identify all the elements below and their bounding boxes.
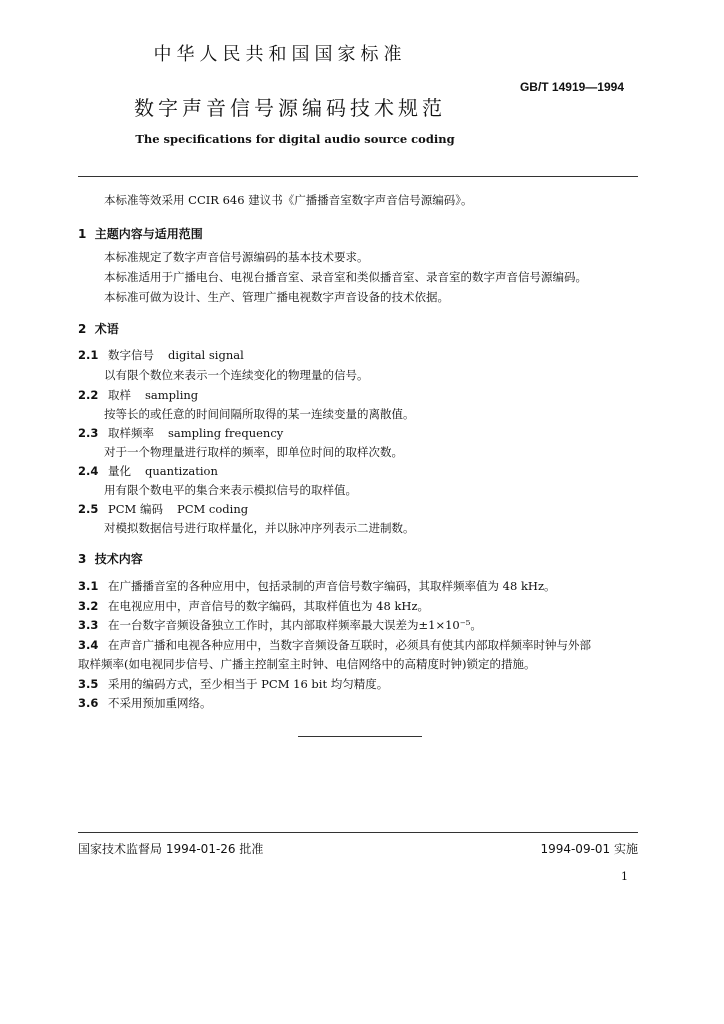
item-3-6 <box>78 694 212 713</box>
item-number: 3.3 <box>78 618 99 632</box>
term-en: digital signal <box>168 348 244 362</box>
term-en: sampling frequency <box>168 426 284 440</box>
item-text: 采用的编码方式，至少相当于 PCM 16 bit 均匀精度。 <box>108 677 389 691</box>
item-3-1 <box>78 577 556 596</box>
item-text: 在电视应用中，声音信号的数字编码，其取样值也为 48 kHz。 <box>108 599 429 613</box>
term-2-1 <box>78 346 244 365</box>
term-cn: 取样 <box>108 388 131 402</box>
item-number: 3.1 <box>78 579 99 593</box>
term-2-2-definition: 按等长的或任意的时间间隔所取得的某一连续变量的离散值。 <box>104 407 415 421</box>
header-rule <box>78 176 638 177</box>
term-number: 2.3 <box>78 426 99 440</box>
section-1-heading <box>78 225 203 242</box>
item-text: 在一台数字音频设备独立工作时，其内部取样频率最大误差为±1×10⁻⁵。 <box>108 618 482 632</box>
term-cn: 数字信号 <box>108 348 154 362</box>
term-en: sampling <box>145 388 199 402</box>
section-title: 技术内容 <box>94 552 143 566</box>
section-number: 2 <box>78 322 87 336</box>
term-2-5 <box>78 500 248 519</box>
item-number: 3.2 <box>78 599 99 613</box>
item-3-3 <box>78 616 482 635</box>
term-2-4 <box>78 462 218 481</box>
section-number: 3 <box>78 552 87 566</box>
section-2-heading <box>78 320 119 337</box>
page-number: 1 <box>621 870 628 883</box>
document-title: 数字声音信号源编码技术规范 <box>134 96 446 120</box>
section-title: 术语 <box>94 322 119 336</box>
section-number: 1 <box>78 227 87 241</box>
item-number: 3.4 <box>78 638 99 652</box>
term-2-1-definition: 以有限个数位来表示一个连续变化的物理量的信号。 <box>104 368 369 382</box>
item-text: 在广播播音室的各种应用中，包括录制的声音信号数字编码，其取样频率值为 48 kHz。 <box>108 579 556 593</box>
item-3-4 <box>78 636 591 655</box>
term-2-4-definition: 用有限个数电平的集合来表示模拟信号的取样值。 <box>104 483 357 497</box>
term-2-3-definition: 对于一个物理量进行取样的频率，即单位时间的取样次数。 <box>104 445 403 459</box>
sec1-para-2: 本标准适用于广播电台、电视台播音室、录音室和类似播音室、录音室的数字声音信号源编码。 <box>104 270 587 284</box>
term-number: 2.4 <box>78 464 99 478</box>
term-2-2 <box>78 386 198 405</box>
intro-paragraph: 本标准等效采用 CCIR 646 建议书《广播播音室数字声音信号源编码》。 <box>104 193 473 207</box>
term-cn: 量化 <box>108 464 131 478</box>
term-2-5-definition: 对模拟数据信号进行取样量化，并以脉冲序列表示二进制数。 <box>104 521 415 535</box>
sec1-para-3: 本标准可做为设计、生产、管理广播电视数字声音设备的技术依据。 <box>104 290 449 304</box>
term-number: 2.2 <box>78 388 99 402</box>
term-2-3 <box>78 424 283 443</box>
document-subtitle-en: The specifications for digital audio source coding <box>135 132 455 146</box>
footer-rule <box>78 832 638 833</box>
sec1-para-1: 本标准规定了数字声音信号源编码的基本技术要求。 <box>104 250 369 264</box>
term-en: quantization <box>145 464 218 478</box>
approval-date: 国家技术监督局 1994-01-26 批准 <box>78 842 264 856</box>
item-text: 在声音广播和电视各种应用中，当数字音频设备互联时，必须具有使其内部取样频率时钟与外部 <box>108 638 591 652</box>
item-number: 3.5 <box>78 677 99 691</box>
section-3-heading <box>78 550 143 567</box>
item-3-2 <box>78 597 429 616</box>
term-number: 2.5 <box>78 502 99 516</box>
term-number: 2.1 <box>78 348 99 362</box>
national-standard-heading: 中华人民共和国国家标准 <box>153 44 407 65</box>
standard-code: GB/T 14919—1994 <box>519 80 624 94</box>
term-cn: PCM 编码 <box>108 502 163 516</box>
item-text: 不采用预加重网络。 <box>108 696 212 710</box>
item-3-5 <box>78 675 388 694</box>
item-number: 3.6 <box>78 696 99 710</box>
term-en: PCM coding <box>176 502 249 516</box>
effective-date: 1994-09-01 实施 <box>540 842 638 856</box>
term-cn: 取样频率 <box>108 426 154 440</box>
end-of-text-rule <box>298 736 422 737</box>
section-title: 主题内容与适用范围 <box>94 227 203 241</box>
item-3-4-continued: 取样频率(如电视同步信号、广播主控制室主时钟、电信网络中的高精度时钟)锁定的措施。 <box>78 657 536 671</box>
